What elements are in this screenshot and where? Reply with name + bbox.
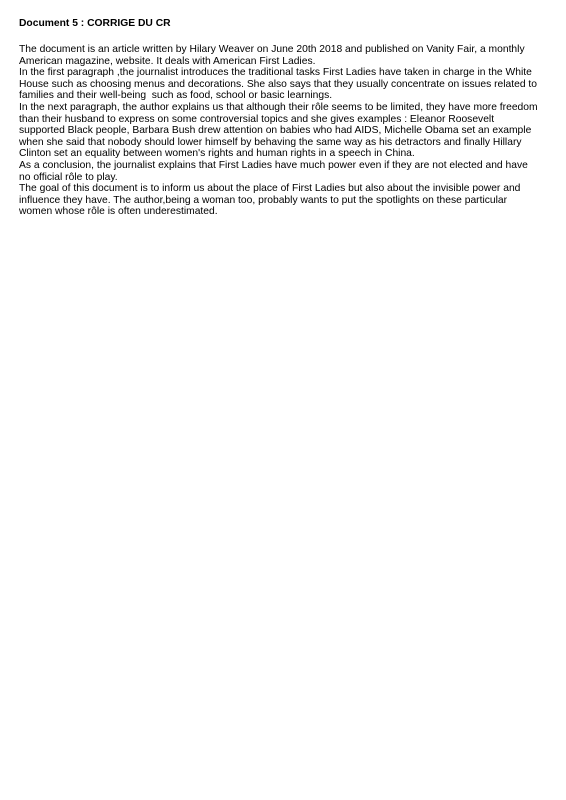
body-line: In the first paragraph ,the journalist introduces the traditional tasks First Ladies have taken in charge in the White	[19, 67, 532, 79]
body-line: influence they have. The author,being a woman too, probably wants to put the spotlights on these particular	[19, 194, 508, 206]
body-line: women whose rôle is often underestimated.	[19, 206, 218, 218]
body-line: In the next paragraph, the author explains us that although their rôle seems to be limited, they have more freedom	[19, 101, 538, 113]
body-line: supported Black people, Barbara Bush drew attention on babies who had AIDS, Michelle Obama set an example	[19, 125, 532, 137]
document-title: Document 5 : CORRIGE DU CR	[19, 18, 171, 29]
body-line: The goal of this document is to inform us about the place of First Ladies but also about the invisible power and	[19, 183, 521, 195]
body-line: As a conclusion, the journalist explains that First Ladies have much power even if they are not elected and have	[19, 159, 528, 171]
body-line: House such as choosing menus and decorations. She also says that they usually concentrate on issues related to	[19, 78, 538, 90]
body-line: no official rôle to play.	[19, 171, 118, 183]
body-line: Clinton set an equality between women's rights and human rights in a speech in China.	[19, 148, 415, 160]
document-body	[19, 44, 555, 218]
body-line: The document is an article written by Hilary Weaver on June 20th 2018 and published on Vanity Fair, a monthly	[19, 44, 525, 55]
body-line: families and their well-being such as food, school or basic learnings.	[19, 90, 333, 102]
body-line: than their husband to express on some controversial topics and she gives examples : Eleanor Roosevelt	[19, 113, 495, 125]
body-line: when she said that nobody should lower himself by behaving the same way as his detractors and finally Hillary	[19, 136, 522, 148]
body-line: American magazine, website. It deals with American First Ladies.	[19, 55, 316, 67]
